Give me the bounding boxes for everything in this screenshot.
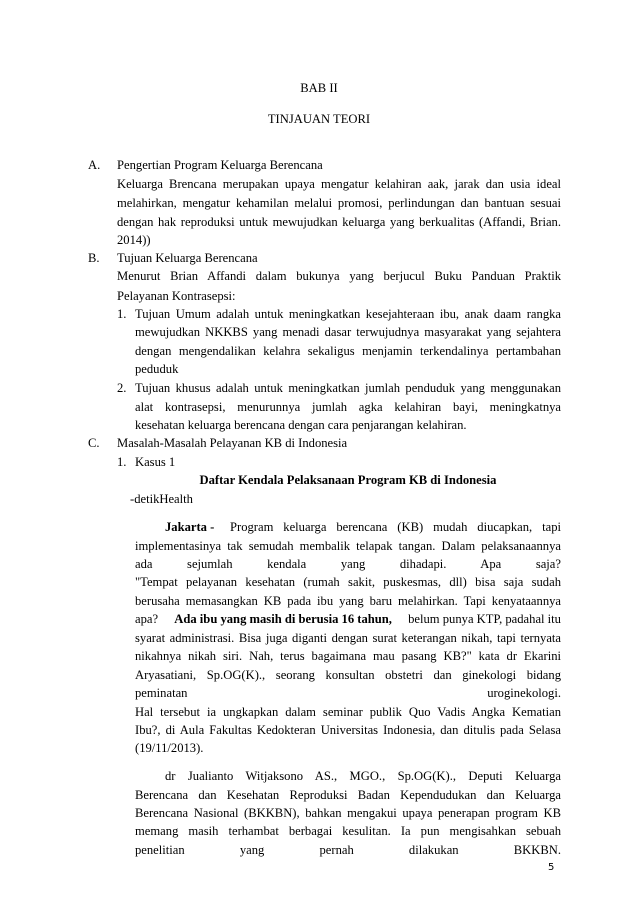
page-number: 5 xyxy=(548,862,555,873)
article-emphasis: Ada ibu yang masih di berusia 16 tahun, xyxy=(174,612,392,626)
list-item-line: Tujuan Umum adalah untuk meningkatkan kesejahteraan ibu, anak daam rangka xyxy=(135,307,561,321)
article-line: Program keluarga berencana (KB) mudah diucapkan, tapi xyxy=(230,520,561,534)
section-b-title: Tujuan Keluarga Berencana xyxy=(117,251,258,265)
article-dateline: Jakarta - xyxy=(165,520,215,534)
case-number: 1. xyxy=(117,455,127,469)
list-item-line: kesehatan keluarga berencana dengan cara penjarangan kelahiran. xyxy=(135,418,467,432)
chapter-heading: BAB II xyxy=(300,81,338,95)
article-line: syarat administrasi. Bisa juga diganti dengan surat keterangan nikah, tapi ternyata xyxy=(135,631,561,645)
section-b-line: Menurut Brian Affandi dalam bukunya yang berjucul Buku Panduan Praktik xyxy=(117,269,561,283)
section-a-title: Pengertian Program Keluarga Berencana xyxy=(117,158,323,172)
article-line: Aryasatiani, Sp.OG(K)., seorang konsultan obstetri dan ginekologi bidang xyxy=(135,668,561,682)
article-line: memang masih terhambat berbagai kesulitan. Ia pun mengisahkan sebuah xyxy=(135,824,561,838)
section-b-line: Pelayanan Kontrasepsi: xyxy=(117,289,236,303)
article-line: "Tempat pelayanan kesehatan (rumah sakit, puskesmas, dll) bisa saja sudah xyxy=(135,575,561,589)
article-title: Daftar Kendala Pelaksanaan Program KB di Indonesia xyxy=(199,473,497,487)
list-item-line: peduduk xyxy=(135,362,179,376)
article-line: ada sejumlah kendala yang dihadapi. Apa saja? xyxy=(135,557,561,571)
list-item-line: dengan mengendalikan kelahra sekaligus menjamin terkendalinya pertambahan xyxy=(135,344,561,358)
article-line: (19/11/2013). xyxy=(135,741,204,755)
article-text: apa? xyxy=(135,612,159,626)
section-a-line: 2014)) xyxy=(117,233,151,247)
chapter-title: TINJAUAN TEORI xyxy=(267,112,371,126)
article-line: peminatan uroginekologi. xyxy=(135,686,561,700)
section-a-line: melahirkan, mengatur kehamilan melalui promosi, perlindungan dan bantuan sesuai xyxy=(117,196,561,210)
list-item-number: 1. xyxy=(117,307,127,321)
article-line: berusaha memasangkan KB pada ibu yang baru melahirkan. Tapi kenyataannya xyxy=(135,594,561,608)
list-item-line: mewujudkan NKKBS yang menadi dasar terwujudnya masyarakat yang sejahtera xyxy=(135,325,561,339)
section-c-title: Masalah-Masalah Pelayanan KB di Indonesia xyxy=(117,436,348,450)
section-b-label: B. xyxy=(88,251,100,265)
case-label: Kasus 1 xyxy=(135,455,176,469)
article-text: belum punya KTP, padahal itu xyxy=(408,612,561,626)
article-line: Berencana dan Kesehatan Reproduksi Badan Kependudukan dan Keluarga xyxy=(135,788,561,802)
article-line xyxy=(135,611,561,628)
article-line: implementasinya tak semudah membalik telapak tangan. Dalam pelaksanaannya xyxy=(135,539,561,553)
section-a-label: A. xyxy=(88,158,101,172)
section-a-line: Keluarga Brencana merupakan upaya mengatur kelahiran aak, jarak dan usia ideal xyxy=(117,177,561,191)
list-item-line: alat kontrasepsi, menurunnya jumlah agka kelahiran bayi, meningkatnya xyxy=(135,400,561,414)
section-c-label: C. xyxy=(88,436,100,450)
article-source: -detikHealth xyxy=(130,492,193,506)
article-line: Berencana Nasional (BKKBN), bahkan mengakui upaya penerapan program KB xyxy=(135,806,561,820)
article-line: nikahnya nikah siri. Nah, terus bagaimana mau pasang KB?" kata dr Ekarini xyxy=(135,649,561,663)
section-a-line: dengan hak reproduksi untuk mewujudkan keluarga yang berkualitas (Affandi, Brian. xyxy=(117,215,561,229)
article-line: Ibu?, di Aula Fakultas Kedokteran Universitas Indonesia, dan ditulis pada Selasa xyxy=(135,723,561,737)
list-item-number: 2. xyxy=(117,381,127,395)
article-line: penelitian yang pernah dilakukan BKKBN. xyxy=(135,843,561,857)
article-line: Hal tersebut ia ungkapkan dalam seminar publik Quo Vadis Angka Kematian xyxy=(135,705,561,719)
list-item-line: Tujuan khusus adalah untuk meningkatkan jumlah penduduk yang menggunakan xyxy=(135,381,561,395)
article-line: dr Jualianto Witjaksono AS., MGO., Sp.OG(K)., Deputi Keluarga xyxy=(165,769,561,783)
